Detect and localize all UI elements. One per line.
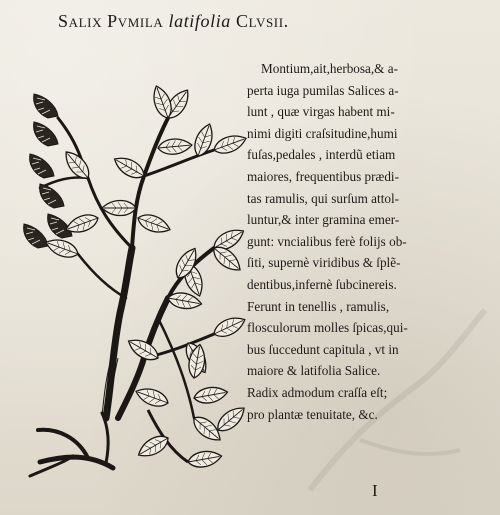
body-text [247, 58, 495, 425]
text-line: luntur,& inter gramina emer- [247, 212, 400, 228]
text-line: bus ſuccedunt capitula , vt in [247, 341, 399, 357]
text-line: nimi digiti craſsitudine,humi [247, 125, 398, 141]
text-line: Radix admodum craſſa eſt; [247, 384, 388, 400]
text-line: maiores, frequentibus prædi- [247, 168, 399, 184]
title-word-latifolia: latifolia [168, 11, 231, 31]
text-line: dentibus,infernè ſubcinereis. [247, 276, 397, 292]
text-line: gunt: vncialibus ferè folijs ob- [247, 233, 407, 249]
text-line: flosculorum molles ſpicas,qui- [247, 320, 408, 336]
text-line: tas ramulis, qui surſum attol- [247, 190, 400, 206]
text-line: ſiti, supernè viridibus & ſplẽ- [247, 255, 401, 271]
text-line: Ferunt in tenellis , ramulis, [247, 298, 390, 314]
text-line: pro plantæ tenuitate, &c. [247, 406, 378, 422]
text-line: Montium,ait,herbosa,& a- [261, 61, 398, 76]
text-line: maiore & latifolia Salice. [247, 363, 381, 379]
text-line: fuſas,pedales , interdũ etiam [247, 147, 396, 163]
title-word-pumila: Pvmila [107, 11, 164, 31]
text-line: perta iuga pumilas Salices a- [247, 82, 399, 98]
title-word-salix: Salix [58, 11, 103, 31]
woodcut-plant-illustration [18, 58, 253, 478]
title-word-clusii: Clvsii. [236, 11, 289, 31]
page-title [58, 11, 478, 32]
text-line: lunt , quæ virgas habent mi- [247, 104, 395, 120]
catchword: I [372, 481, 378, 500]
